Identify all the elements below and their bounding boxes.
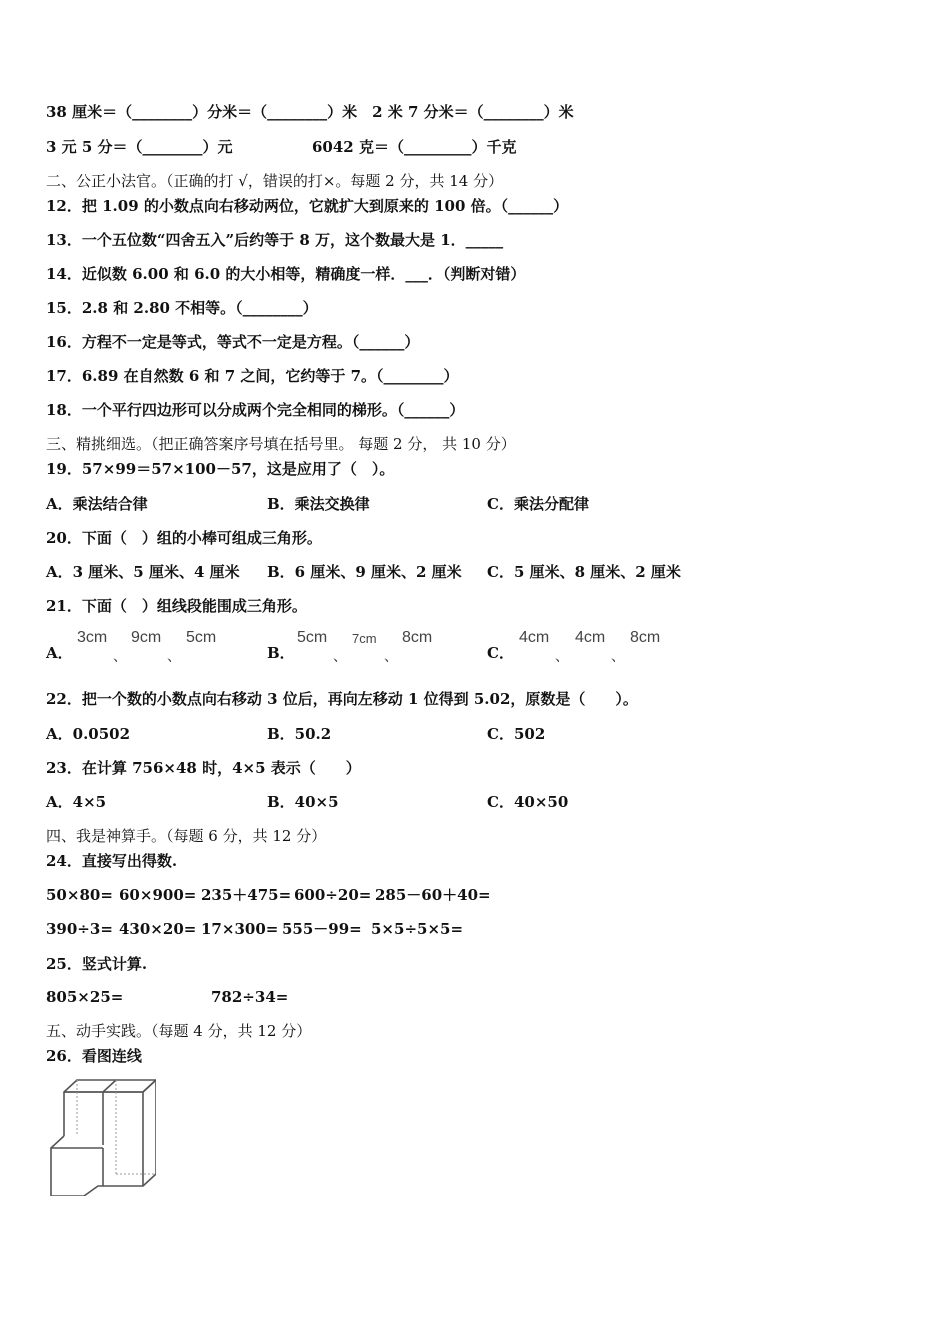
q24-row2-item3: 17×300= — [201, 920, 279, 938]
q13: 13．一个五位数“四舍五入”后约等于 8 万，这个数最大是 1．_____ — [46, 231, 504, 249]
q20-option-a: A．3 厘米、5 厘米、4 厘米 — [46, 563, 240, 581]
q21-stem: 21．下面（ ）组线段能围成三角形。 — [46, 597, 307, 615]
q21-a-seg1: 3cm — [77, 629, 108, 646]
q21-a-sep1: 、 — [113, 649, 127, 665]
q21-b-seg3: 8cm — [402, 629, 433, 646]
figure-top-divider — [103, 1080, 116, 1092]
q21-c-seg3: 8cm — [630, 629, 661, 646]
fill-line-1: 38 厘米＝（________）分米＝（________）米 2 米 7 分米＝（________）米 — [46, 103, 574, 121]
q21-option-a: A． — [46, 644, 73, 662]
figure-right-side — [143, 1080, 156, 1186]
q12: 12．把 1.09 的小数点向右移动两位，它就扩大到原来的 100 倍。（______） — [46, 197, 569, 215]
q14: 14．近似数 6.00 和 6.0 的大小相等，精确度一样．___．（判断对错） — [46, 265, 526, 283]
q22-option-c: C．502 — [487, 725, 546, 743]
q21-b-seg2: 7cm — [352, 631, 377, 646]
q22-stem: 22．把一个数的小数点向右移动 3 位后，再向左移动 1 位得到 5.02，原数是（ ）。 — [46, 690, 638, 708]
section5-heading: 五、动手实践。（每题 4 分，共 12 分） — [46, 1022, 312, 1040]
fill-line-2b: 6042 克＝（_________）千克 — [312, 138, 517, 156]
q17: 17．6.89 在自然数 6 和 7 之间，它约等于 7。（________） — [46, 367, 459, 385]
q21-a-sep2: 、 — [167, 649, 181, 665]
q22-option-b: B．50.2 — [267, 725, 332, 743]
q21-c-seg2: 4cm — [575, 629, 606, 646]
q20-option-b: B．6 厘米、9 厘米、2 厘米 — [267, 563, 462, 581]
q24-row2-item5: 5×5÷5×5= — [371, 920, 464, 938]
figure-step-top — [51, 1136, 103, 1148]
q26-stem: 26．看图连线 — [46, 1047, 142, 1065]
q24-row1-item2: 60×900= — [119, 886, 197, 904]
q21-c-sep1: 、 — [555, 649, 569, 665]
q21-c-seg1: 4cm — [519, 629, 550, 646]
q21-a-seg2: 9cm — [131, 629, 162, 646]
q25-stem: 25．竖式计算. — [46, 955, 148, 973]
q16: 16．方程不一定是等式，等式不一定是方程。（______） — [46, 333, 420, 351]
q19-option-c: C．乘法分配律 — [487, 495, 589, 513]
q21-option-b: B． — [267, 644, 295, 662]
q15: 15．2.8 和 2.80 不相等。（________） — [46, 299, 318, 317]
q23-option-c: C．40×50 — [487, 793, 569, 811]
q20-option-c: C．5 厘米、8 厘米、2 厘米 — [487, 563, 681, 581]
q19-option-a: A．乘法结合律 — [46, 495, 148, 513]
q22-option-a: A．0.0502 — [46, 725, 131, 743]
q24-row2-item4: 555－99= — [282, 920, 362, 938]
q21-option-c: C． — [487, 644, 514, 662]
q24-row1-item1: 50×80= — [46, 886, 113, 904]
q24-row1-item5: 285－60＋40= — [375, 886, 491, 904]
q18: 18．一个平行四边形可以分成两个完全相同的梯形。（______） — [46, 401, 465, 419]
section3-heading: 三、精挑细选。（把正确答案序号填在括号里。 每题 2 分， 共 10 分） — [46, 435, 516, 453]
cube-stack-figure — [44, 1078, 156, 1196]
q24-row1-item3: 235＋475= — [201, 886, 292, 904]
q25-item1: 805×25= — [46, 988, 124, 1006]
q21-c-sep2: 、 — [611, 649, 625, 665]
fill-line-2a: 3 元 5 分＝（________）元 — [46, 138, 233, 156]
q25-item2: 782÷34= — [211, 988, 289, 1006]
q19-stem: 19．57×99＝57×100－57，这是应用了（ ）。 — [46, 460, 395, 478]
q24-stem: 24．直接写出得数. — [46, 852, 178, 870]
figure-lower-front — [51, 1145, 143, 1196]
q19-option-b: B．乘法交换律 — [267, 495, 370, 513]
q24-row2-item1: 390÷3= — [46, 920, 113, 938]
q21-b-seg1: 5cm — [297, 629, 328, 646]
q23-option-b: B．40×5 — [267, 793, 339, 811]
q24-row1-item4: 600÷20= — [294, 886, 372, 904]
section2-heading: 二、公正小法官。（正确的打 √，错误的打×。每题 2 分，共 14 分） — [46, 172, 504, 190]
q21-a-seg3: 5cm — [186, 629, 217, 646]
q24-row2-item2: 430×20= — [119, 920, 197, 938]
q23-option-a: A．4×5 — [46, 793, 107, 811]
q21-b-sep1: 、 — [333, 649, 347, 665]
q20-stem: 20．下面（ ）组的小棒可组成三角形。 — [46, 529, 322, 547]
q23-stem: 23．在计算 756×48 时，4×5 表示（ ） — [46, 759, 361, 777]
q21-b-sep2: 、 — [384, 649, 398, 665]
section4-heading: 四、我是神算手。（每题 6 分，共 12 分） — [46, 827, 327, 845]
